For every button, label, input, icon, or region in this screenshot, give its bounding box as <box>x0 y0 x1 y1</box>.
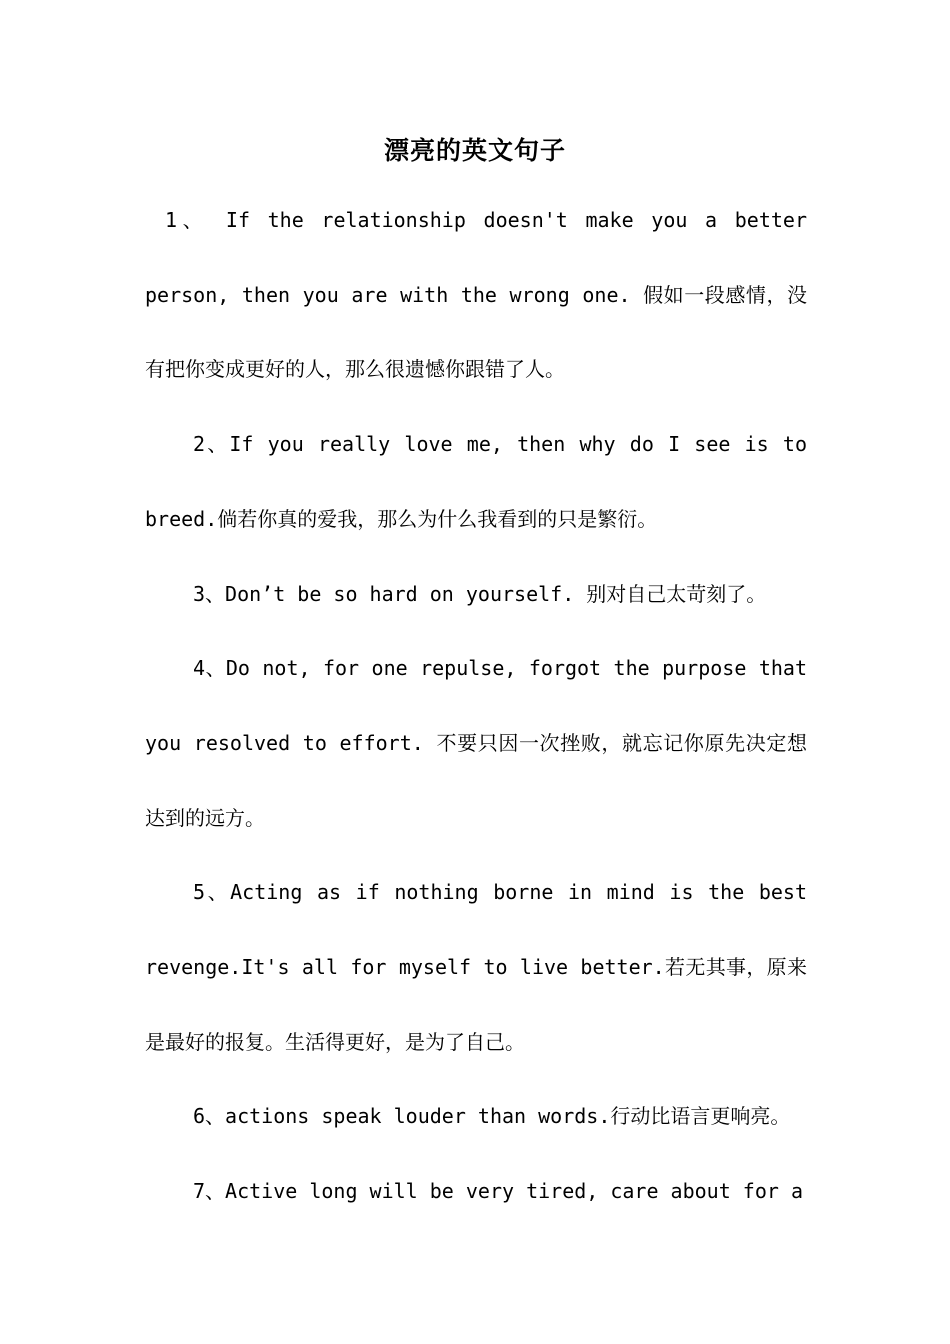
document-title: 漂亮的英文句子 <box>383 136 566 165</box>
paragraph-3: 3、Don’t be so hard on yourself. 别对自己太苛刻了。 <box>193 581 767 606</box>
paragraph-2: 2、If you really love me, then why do I see is to breed.倘若你真的爱我，那么为什么我看到的只是繁衍。 <box>145 432 807 531</box>
paragraph-6: 6、actions speak louder than words.行动比语言更响亮。 <box>193 1104 791 1129</box>
document-body <box>145 183 807 1229</box>
paragraph-5: 5、Acting as if nothing borne in mind is the best revenge.It's all for myself to live better.若无其事，原来是最好的报复。生活得更好，是为了自己。 <box>145 880 807 1054</box>
paragraph-7: 7、Active long will be very tired, care about for a <box>193 1179 804 1204</box>
paragraph-4: 4、Do not, for one repulse, forgot the purpose that you resolved to effort. 不要只因一次挫败，就忘记你原先决定想达到的远方。 <box>145 656 807 830</box>
paragraph-1: 1、 If the relationship doesn't make you a better person, then you are with the wrong one. 假如一段感情，没有把你变成更好的人，那么很遗憾你跟错了人。 <box>145 208 807 382</box>
